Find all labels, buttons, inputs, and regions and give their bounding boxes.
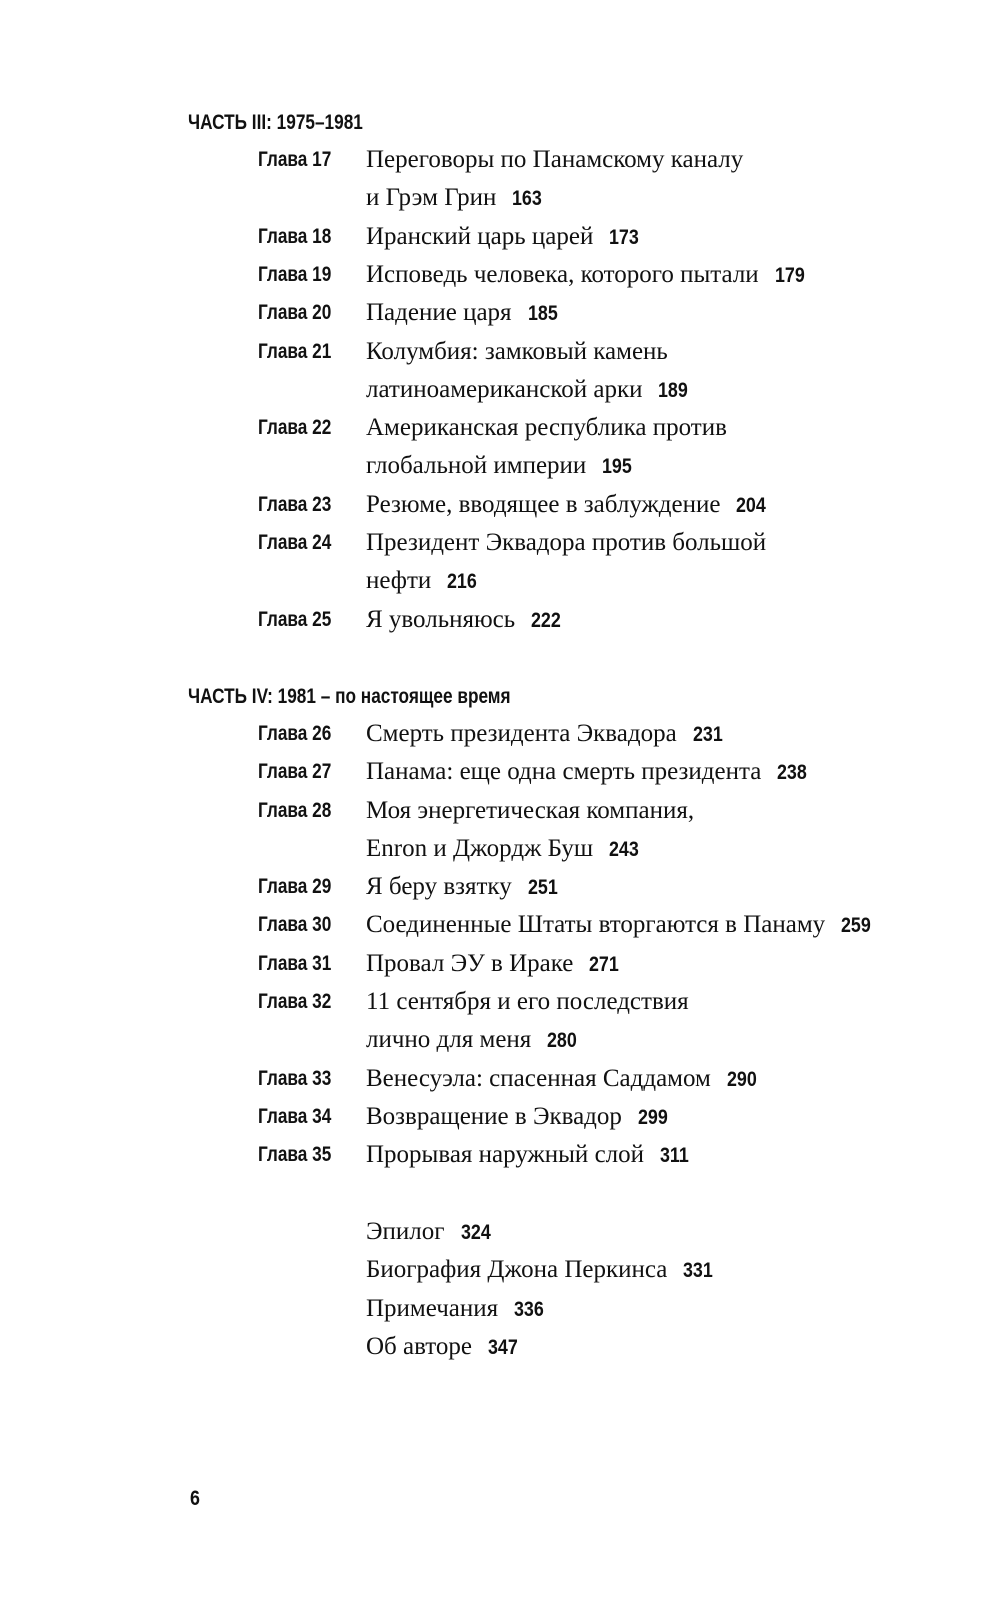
chapter-24-page: 216 <box>447 570 478 593</box>
chapter-29-entry <box>366 872 563 903</box>
biography-page: 331 <box>683 1259 714 1282</box>
chapter-31-title: Провал ЭУ в Ираке <box>366 950 574 977</box>
chapter-26-title: Смерть президента Эквадора <box>366 720 677 747</box>
chapter-20-entry <box>366 298 563 329</box>
chapter-32-title-line2: лично для меня <box>366 1026 532 1053</box>
chapter-35-title: Прорывая наружный слой <box>366 1141 645 1168</box>
chapter-35-page: 311 <box>660 1144 689 1167</box>
chapter-32-page: 280 <box>547 1029 578 1052</box>
part-4-title: ЧАСТЬ IV: 1981 – по настоящее время <box>188 685 511 708</box>
chapter-19-entry <box>366 260 810 291</box>
chapter-28-label: Глава 28 <box>258 799 332 822</box>
part-3-title: ЧАСТЬ III: 1975–1981 <box>188 111 363 134</box>
chapter-21-title-cont <box>366 375 694 406</box>
chapter-30-title: Соединенные Штаты вторгаются в Панаму <box>366 911 826 938</box>
chapter-30-entry <box>366 910 876 941</box>
chapter-20-title: Падение царя <box>366 299 512 326</box>
chapter-21-title: Колумбия: замковый камень <box>366 338 668 365</box>
chapter-18-label: Глава 18 <box>258 225 332 248</box>
about-author-entry <box>366 1332 523 1363</box>
chapter-34-page: 299 <box>637 1106 668 1129</box>
chapter-27-label: Глава 27 <box>258 760 332 783</box>
chapter-17-title-line2: и Грэм Грин <box>366 184 497 211</box>
chapter-34-title: Возвращение в Эквадор <box>366 1103 622 1130</box>
chapter-19-title: Исповедь человека, которого пытали <box>366 261 759 288</box>
chapter-18-entry <box>366 222 644 253</box>
epilogue-entry <box>366 1217 496 1248</box>
chapter-24-label: Глава 24 <box>258 531 332 554</box>
chapter-21-title-line2: латиноамериканской арки <box>366 376 643 403</box>
notes-entry <box>366 1294 549 1325</box>
chapter-22-page: 195 <box>602 455 633 478</box>
chapter-20-page: 185 <box>527 302 558 325</box>
chapter-25-page: 222 <box>531 609 561 632</box>
chapter-23-title: Резюме, вводящее в заблуждение <box>366 491 721 518</box>
chapter-22-title-cont <box>366 451 637 482</box>
chapter-18-title: Иранский царь царей <box>366 223 594 250</box>
chapter-34-label: Глава 34 <box>258 1105 332 1128</box>
chapter-31-page: 271 <box>589 953 620 976</box>
chapter-27-page: 238 <box>777 761 808 784</box>
chapter-31-entry <box>366 949 624 980</box>
chapter-28-title-line2: Enron и Джордж Буш <box>366 835 594 862</box>
biography-title: Биография Джона Перкинса <box>366 1256 668 1283</box>
chapter-23-entry <box>366 490 772 521</box>
chapter-30-page: 259 <box>841 914 871 937</box>
chapter-35-entry <box>366 1140 694 1171</box>
chapter-25-label: Глава 25 <box>258 608 332 631</box>
chapter-20-label: Глава 20 <box>258 301 332 324</box>
epilogue-title: Эпилог <box>366 1218 445 1245</box>
epilogue-page: 324 <box>460 1221 491 1244</box>
about-author-page: 347 <box>488 1336 518 1359</box>
chapter-32-label: Глава 32 <box>258 990 332 1013</box>
chapter-24-title: Президент Эквадора против большой <box>366 529 767 556</box>
chapter-23-page: 204 <box>736 494 767 517</box>
chapter-31-label: Глава 31 <box>258 952 332 975</box>
chapter-26-page: 231 <box>692 723 723 746</box>
chapter-28-title-cont <box>366 834 644 865</box>
chapter-18-page: 173 <box>609 226 640 249</box>
chapter-33-page: 290 <box>726 1068 757 1091</box>
chapter-34-entry <box>366 1102 673 1133</box>
chapter-32-title-cont <box>366 1025 582 1056</box>
chapter-17-page: 163 <box>512 187 543 210</box>
chapter-25-entry <box>366 605 566 636</box>
chapter-21-page: 189 <box>658 379 689 402</box>
about-author-title: Об авторе <box>366 1333 472 1360</box>
chapter-27-title: Панама: еще одна смерть президента <box>366 758 762 785</box>
chapter-26-label: Глава 26 <box>258 722 332 745</box>
chapter-35-label: Глава 35 <box>258 1143 332 1166</box>
chapter-27-entry <box>366 757 812 788</box>
chapter-33-title: Венесуэла: спасенная Саддамом <box>366 1065 711 1092</box>
chapter-23-label: Глава 23 <box>258 493 332 516</box>
chapter-22-title: Американская республика против <box>366 414 727 441</box>
chapter-24-title-cont <box>366 566 482 597</box>
biography-entry <box>366 1255 718 1286</box>
chapter-26-entry <box>366 719 728 750</box>
chapter-19-page: 179 <box>774 264 805 287</box>
chapter-28-title: Моя энергетическая компания, <box>366 797 695 824</box>
chapter-29-label: Глава 29 <box>258 875 332 898</box>
chapter-33-entry <box>366 1064 762 1095</box>
chapter-17-title: Переговоры по Панамскому каналу <box>366 146 744 173</box>
chapter-29-page: 251 <box>527 876 558 899</box>
notes-page: 336 <box>514 1298 544 1321</box>
chapter-30-label: Глава 30 <box>258 913 332 936</box>
page-number: 6 <box>190 1487 200 1510</box>
chapter-28-page: 243 <box>609 838 639 861</box>
chapter-17-title-cont <box>366 183 547 214</box>
chapter-22-title-line2: глобальной империи <box>366 452 587 479</box>
chapter-33-label: Глава 33 <box>258 1067 332 1090</box>
chapter-22-label: Глава 22 <box>258 416 332 439</box>
chapter-17-label: Глава 17 <box>258 148 332 171</box>
chapter-29-title: Я беру взятку <box>366 873 512 900</box>
chapter-24-title-line2: нефти <box>366 567 432 594</box>
chapter-21-label: Глава 21 <box>258 340 332 363</box>
chapter-25-title: Я увольняюсь <box>366 606 516 633</box>
chapter-19-label: Глава 19 <box>258 263 332 286</box>
chapter-32-title: 11 сентября и его последствия <box>366 988 689 1015</box>
notes-title: Примечания <box>366 1295 499 1322</box>
